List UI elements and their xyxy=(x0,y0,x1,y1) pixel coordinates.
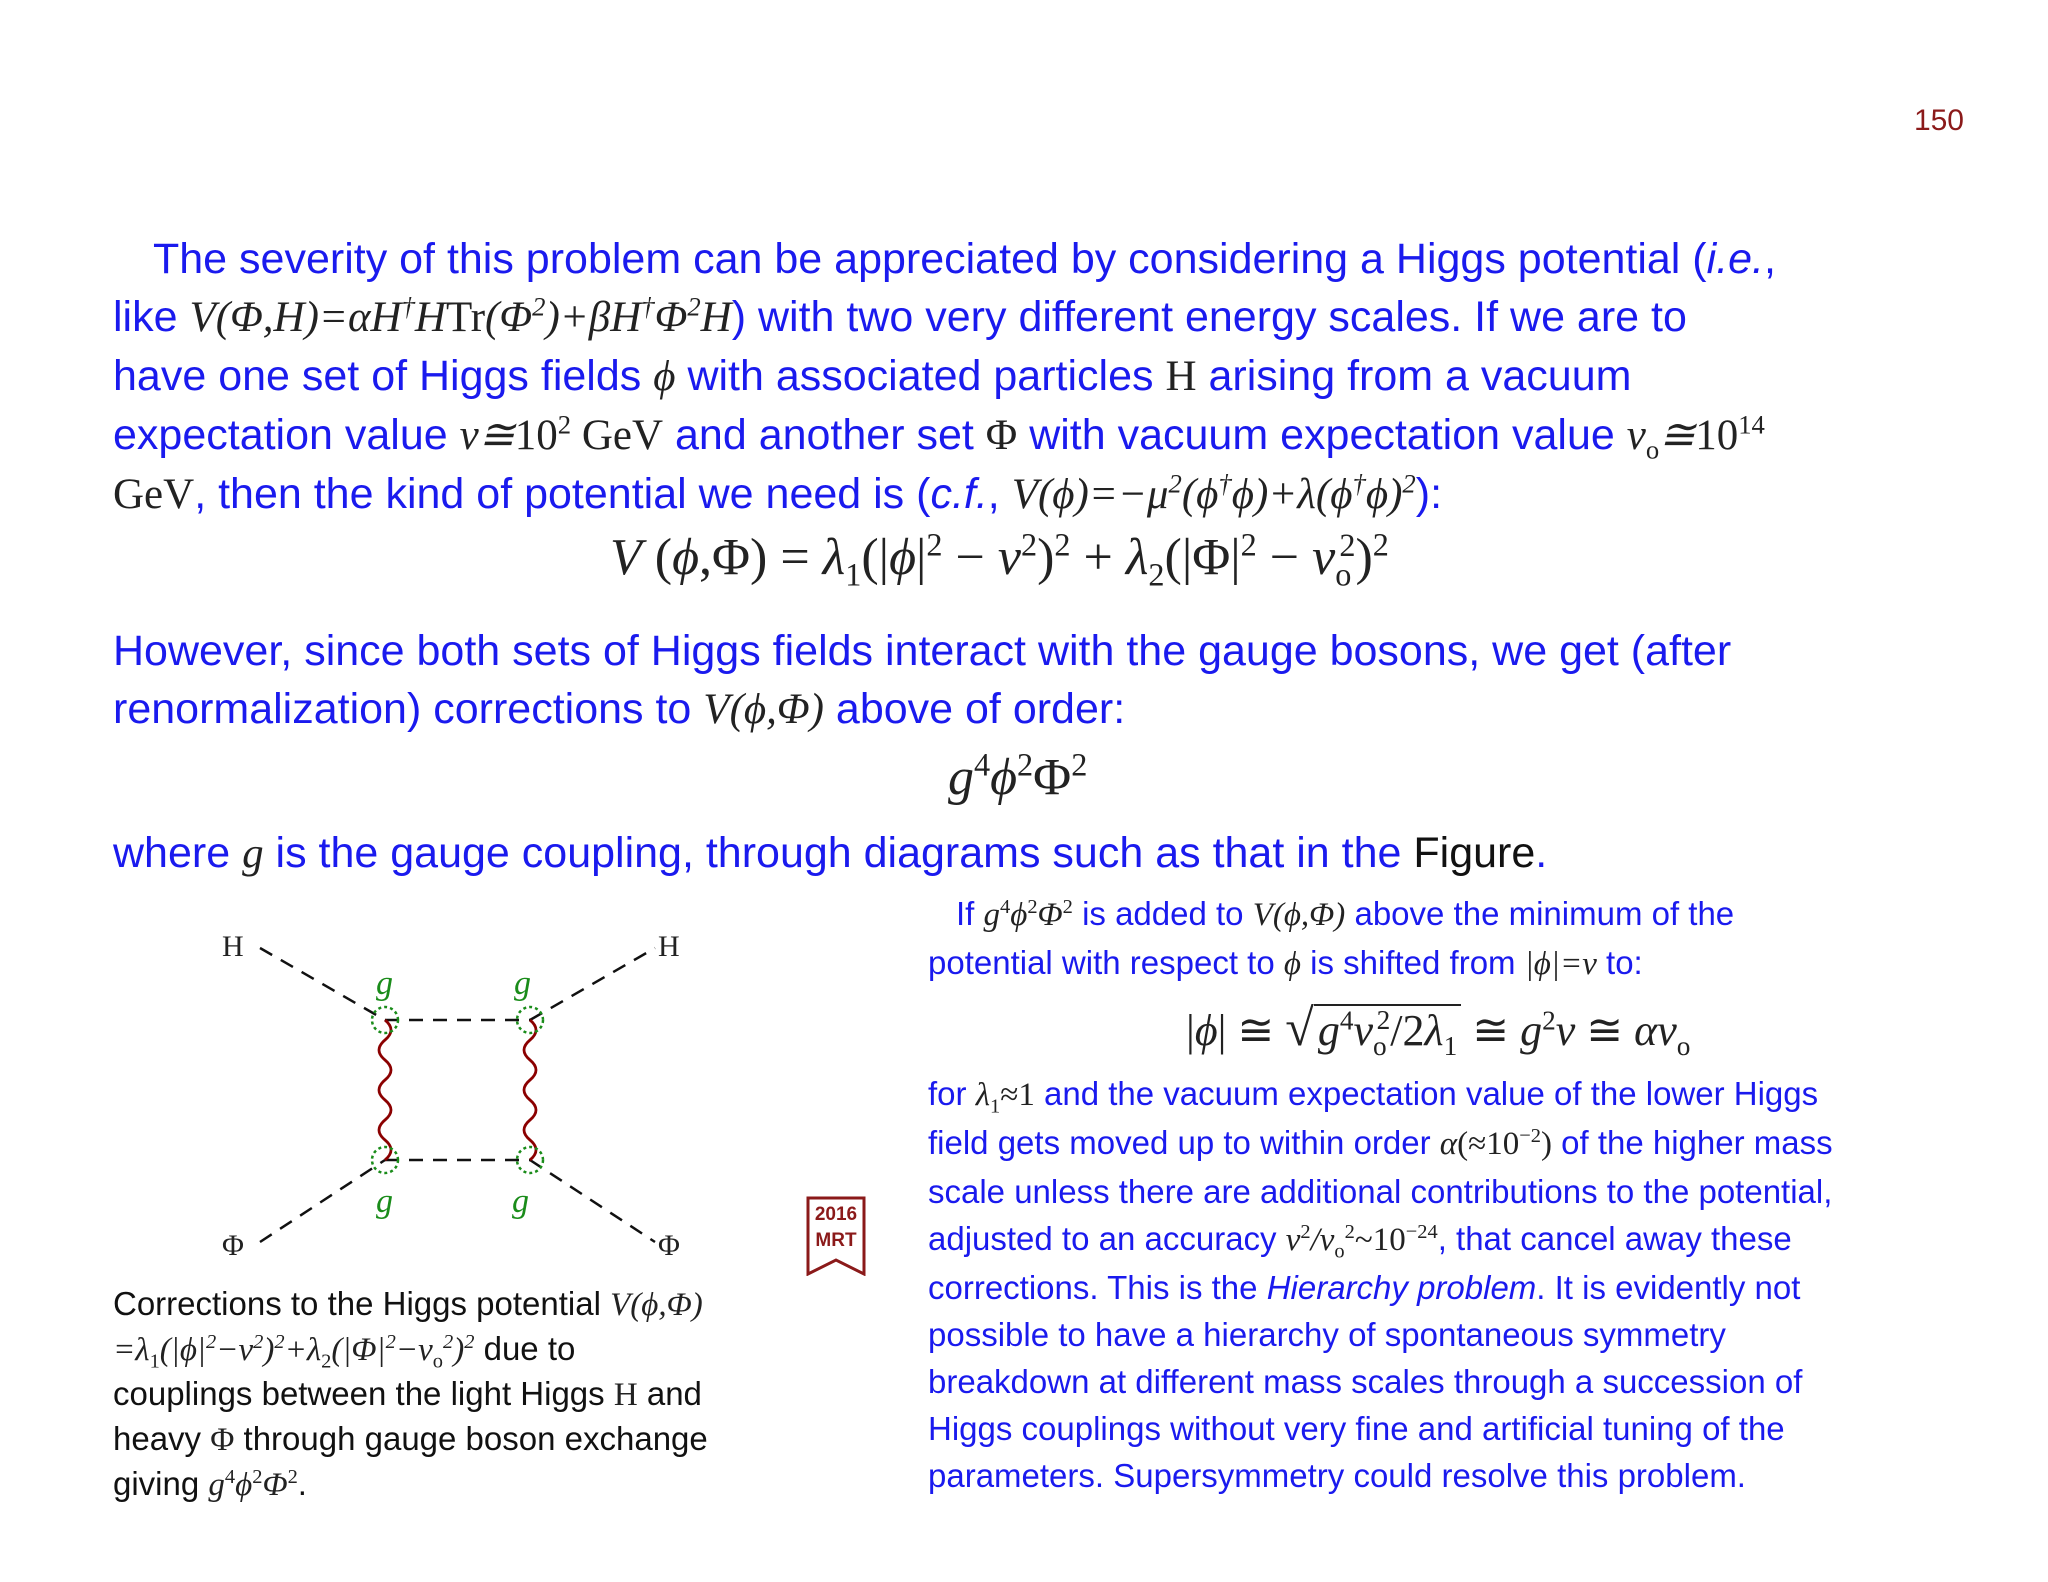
math-caption-order: $g^4\phi^2\Phi^2$ xyxy=(208,1466,298,1503)
mrt-bookmark-badge xyxy=(806,1196,866,1276)
coupling-label: g xyxy=(376,965,393,1002)
page-number: 150 xyxy=(1913,104,1964,137)
paragraph-corrections: However, since both sets of Higgs fields interact with the gauge bosons, we get (after renormalization) corrections to V(ϕ,Φ) above of order: xyxy=(113,627,1732,733)
math-right-order: $g^4\phi^2\Phi^2$ xyxy=(983,896,1073,933)
paragraph-intro: The severity of this problem can be appreciated by considering a Higgs potential (i.e., like $V(\Phi,H)=\alpha H^\dagger HTr(\Phi^2)+\beta H^\dagger\Phi^2H$) with two very different energy scales. If we are to have one set of Higgs fields ϕ with associated particles H arising from a vacuum expectation value $v≅10^2$ GeV and another set Φ with vacuum expectation value $v_o≅10^{14}$ GeV, then the kind of potential we need is (c.f., $V(\phi)=-\mu^2(\phi^\dagger\phi)+\lambda(\phi^\dagger\phi)^2$): xyxy=(113,235,1776,518)
label-top-right: H xyxy=(658,930,680,963)
math-caption-potential: $=\lambda_1(|\phi|^2-v^2)^2+\lambda_2(|\Phi|^2-v_o^2)^2$ xyxy=(113,1331,475,1373)
math-alpha-order: $\alpha(\approx 10^{-2})$ xyxy=(1439,1125,1552,1162)
equation-shifted-vev: |ϕ| ≅ $√g^4v_o^2/2\lambda_1$ ≅ $g^2v$ ≅ $\alpha v_o$ xyxy=(1186,1000,1691,1061)
math-potential-example: $V(\Phi,H)=\alpha H^\dagger HTr(\Phi^2)+\beta H^\dagger\Phi^2H$) xyxy=(189,291,747,341)
coupling-label: g xyxy=(376,1183,393,1220)
feynman-box-diagram xyxy=(200,920,720,1260)
math-vev-light: $v≅10^2$ GeV xyxy=(459,409,664,459)
label-top-left: H xyxy=(222,930,244,963)
figure-caption: Corrections to the Higgs potential V(ϕ,Φ) $=\lambda_1(|\phi|^2-v^2)^2+\lambda_2(|\Phi|^2-v_o^2)^2$ due to couplings between the light Higgs H and heavy Φ through gauge boson exchange giving $g^4\phi^2\Phi^2$. xyxy=(113,1285,708,1503)
badge-initials: MRT xyxy=(815,1230,857,1251)
badge-year: 2016 xyxy=(814,1204,858,1225)
wavy-gauge-line-right xyxy=(524,1020,536,1160)
paragraph-gauge-coupling: where g is the gauge coupling, through diagrams such as that in the Figure. xyxy=(113,829,1548,877)
dashed-line-top-right xyxy=(530,948,655,1020)
math-vev-heavy: $v_o≅10^{14}$ xyxy=(1626,409,1765,465)
dashed-line-top-left xyxy=(260,948,385,1020)
label-bottom-right: Φ xyxy=(658,1229,680,1260)
dashed-line-bottom-right xyxy=(530,1160,655,1242)
math-accuracy: $v^2/v_o^2\sim 10^{-24}$ xyxy=(1285,1221,1438,1263)
dashed-line-bottom-left xyxy=(260,1160,385,1242)
coupling-label: g xyxy=(514,965,531,1002)
wavy-gauge-line-left xyxy=(379,1020,391,1160)
math-lambda-one: $\lambda_1\approx 1$ xyxy=(975,1077,1035,1118)
equation-correction-order: $g^4\phi^2\Phi^2$ xyxy=(948,746,1088,806)
equation-two-scale-potential: V $(\phi,\Phi) = \lambda_1(|\phi|^2 - v^2)^2 + \lambda_2(|\Phi|^2 - v_o^2)^2$ xyxy=(610,526,1389,593)
coupling-label: g xyxy=(512,1183,529,1220)
math-sm-potential: $V(\phi)=-\mu^2(\phi^\dagger\phi)+\lambda(\phi^\dagger\phi)^2$ xyxy=(1011,468,1416,518)
label-bottom-left: Φ xyxy=(222,1229,244,1260)
paragraph-hierarchy: If $g^4\phi^2\Phi^2$ is added to V(ϕ,Φ) above the minimum of the potential with respect to ϕ is shifted from |ϕ|=v to: |ϕ| ≅ $√g^4v_o^2/2\lambda_1$ ≅ $g^2v$ ≅ $\alpha v_o$ for $\lambda_1\approx 1$ and the vacuum expectation value of the lower Higgs field gets moved up to within order $\alpha(\approx 10^{-2})$ of the higher mass scale unless there are additional contributions to the potential, adjusted to an accuracy $v^2/v_o^2\sim 10^{-24}$, that cancel away these corrections. This is the Hierarchy problem. It is evidently not possible to have a hierarchy of spontaneous symmetry breakdown at different mass scales through a succession of Higgs couplings without very fine and artificial tuning of the parameters. Supersymmetry could resolve this problem. xyxy=(928,890,2008,1499)
